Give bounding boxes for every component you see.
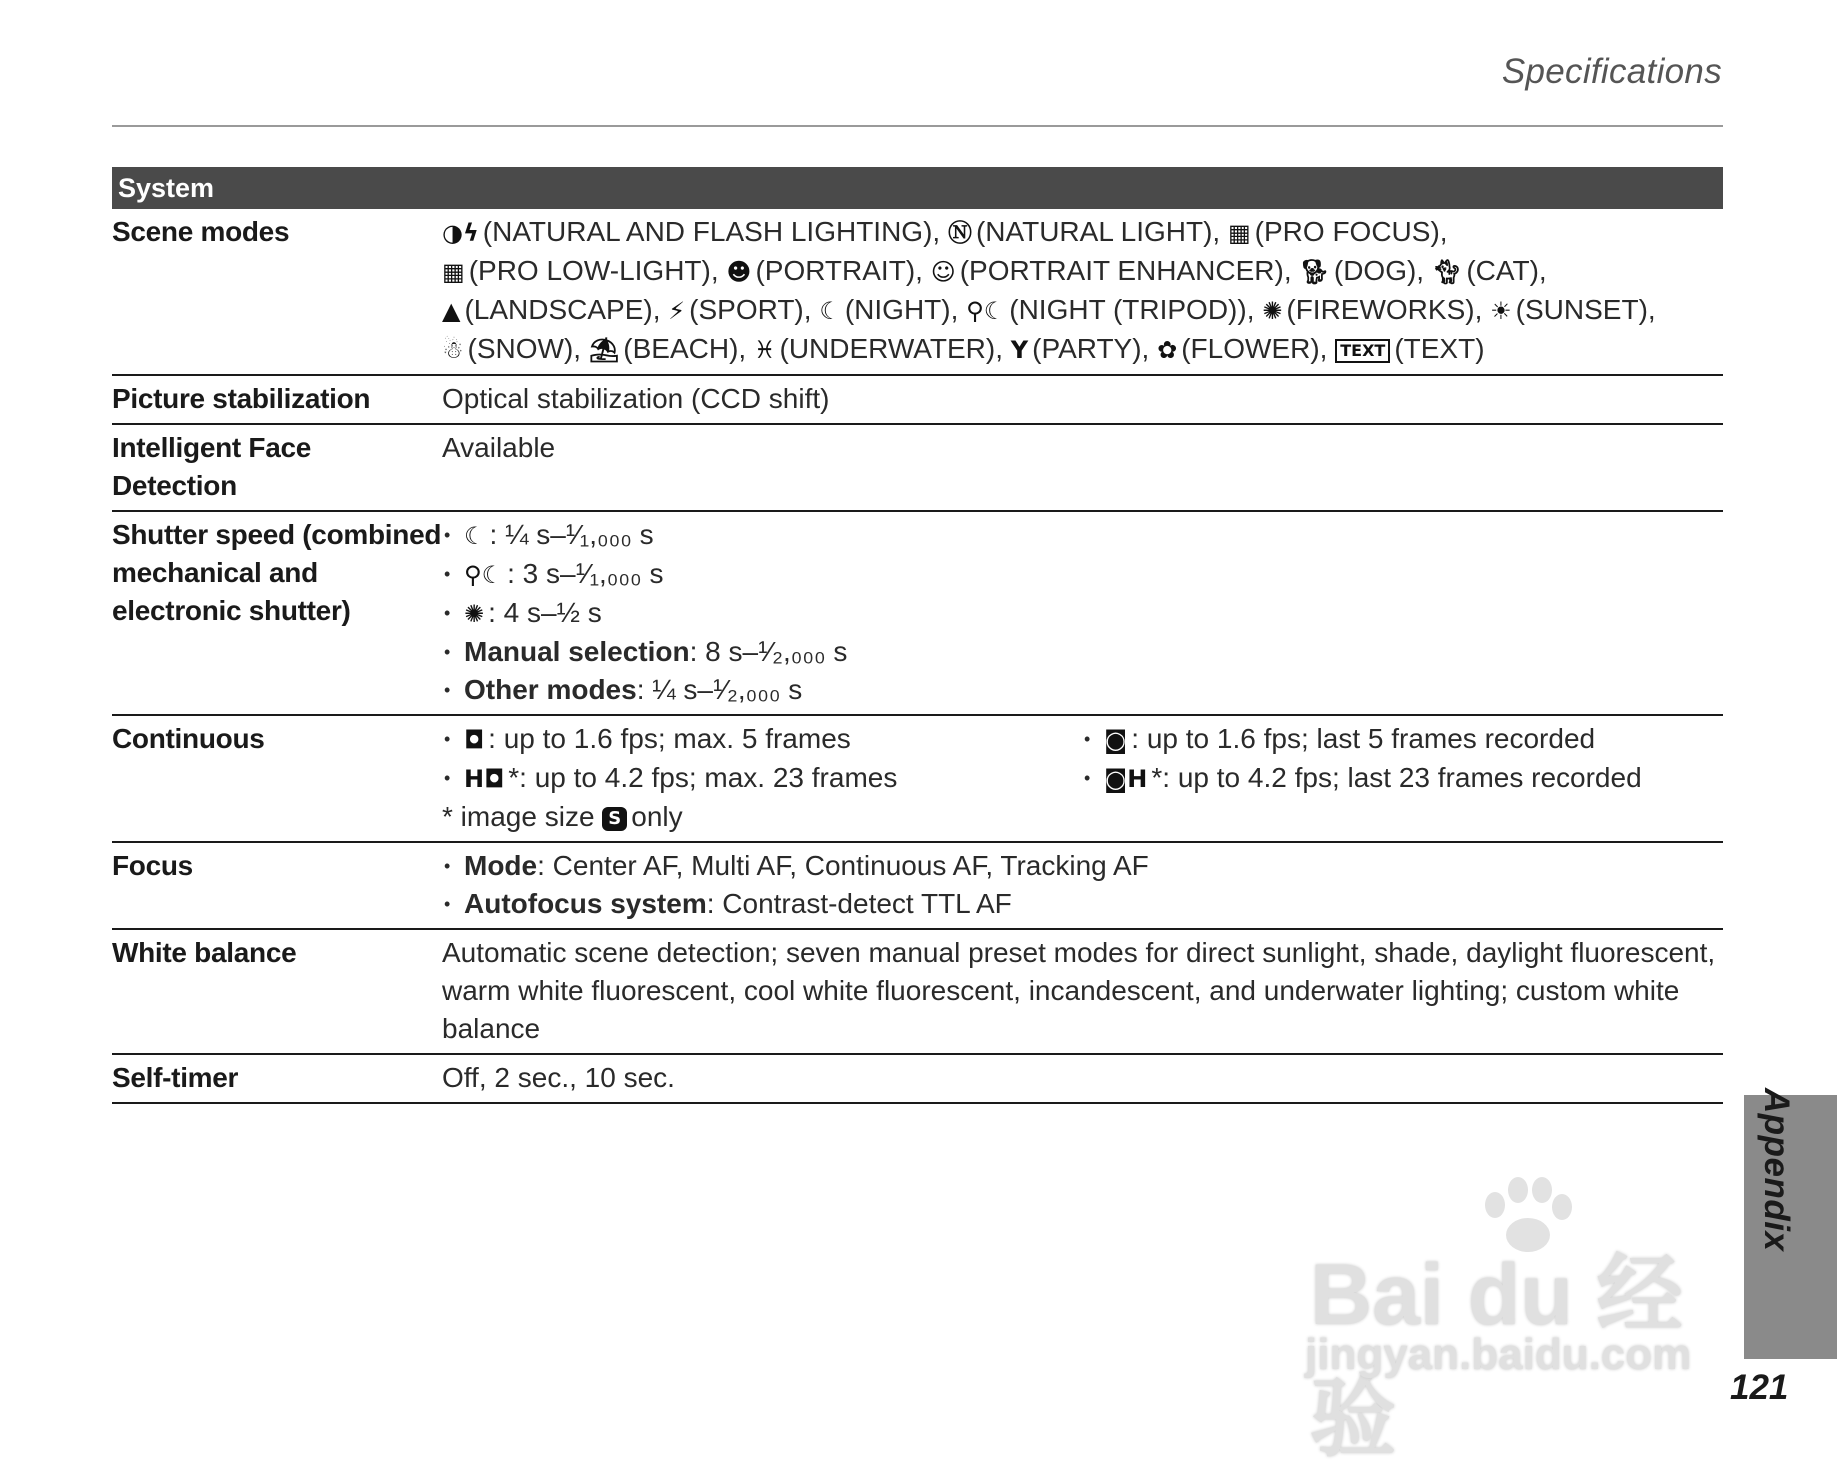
- pro-focus-icon: ▦: [1227, 219, 1251, 247]
- spec-row-self-timer: [112, 1054, 1723, 1103]
- bullet-text: : 3 s–¹⁄₁,₀₀₀ s: [507, 558, 664, 589]
- bullet-item: [442, 516, 1723, 555]
- spec-row-focus: [112, 842, 1723, 929]
- portrait-icon: ☻: [726, 258, 752, 286]
- scene-text: (SUNSET),: [1515, 294, 1656, 325]
- scene-text: (UNDERWATER),: [779, 333, 1003, 364]
- sunset-icon: ☀: [1490, 297, 1512, 325]
- scene-text: (FLOWER),: [1181, 333, 1328, 364]
- scene-text: (PRO LOW-LIGHT),: [468, 255, 719, 286]
- appendix-tab-label: Appendix: [1757, 1088, 1796, 1252]
- bullet-text: : up to 1.6 fps; last 5 frames recorded: [1131, 723, 1596, 754]
- spec-value: [442, 842, 1723, 929]
- bullet-item: [442, 633, 1723, 671]
- spec-label: Continuous: [112, 715, 442, 842]
- spec-label: White balance: [112, 929, 442, 1054]
- spec-row-continuous: [112, 715, 1723, 842]
- burst-high-icon: H◘: [464, 765, 505, 793]
- spec-table: [112, 167, 1723, 1104]
- natural-flash-icon: ◑ϟ: [442, 219, 479, 247]
- bullet-term: Autofocus system: [464, 888, 707, 919]
- spec-label: Intelligent Face Detection: [112, 424, 442, 511]
- scene-text: (PORTRAIT ENHANCER),: [959, 255, 1292, 286]
- spec-value: Off, 2 sec., 10 sec.: [442, 1054, 1723, 1103]
- pro-low-light-icon: ▦: [442, 258, 465, 286]
- text-mode-icon: TEXT: [1335, 339, 1390, 363]
- continuous-left-column: [442, 720, 1082, 798]
- spec-value: [442, 715, 1723, 842]
- fireworks-icon: ✺: [1262, 297, 1283, 325]
- scene-text: (TEXT): [1394, 333, 1485, 364]
- section-title: System: [112, 167, 1723, 209]
- spec-value: Optical stabilization (CCD shift): [442, 375, 1723, 424]
- sport-icon: ⚡︎: [668, 297, 686, 325]
- spec-value: Available: [442, 424, 1723, 511]
- note-text: * image size: [442, 801, 595, 832]
- dog-icon: 🐕︎: [1299, 258, 1330, 286]
- bullet-term: Mode: [464, 850, 538, 881]
- night-tripod-icon: ⚲☾: [464, 561, 504, 589]
- image-size-s-icon: S: [602, 807, 627, 831]
- spec-label: Scene modes: [112, 209, 442, 375]
- scene-text: (PARTY),: [1032, 333, 1150, 364]
- spec-value: [442, 209, 1723, 375]
- bullet-text: *: up to 4.2 fps; max. 23 frames: [508, 762, 898, 793]
- scene-text: (LANDSCAPE),: [464, 294, 661, 325]
- portrait-enhancer-icon: ☺: [930, 258, 956, 286]
- baidu-watermark: [1300, 1175, 1740, 1467]
- spec-label: Focus: [112, 842, 442, 929]
- continuous-note: [442, 798, 1723, 836]
- page-number: 121: [1730, 1368, 1789, 1407]
- scene-line: [442, 252, 1723, 291]
- spec-value: Automatic scene detection; seven manual preset modes for direct sunlight, shade, daylight fluorescent, warm white fluorescent, cool white fluorescent, incandescent, and underwater lighting; custom white balance: [442, 929, 1723, 1054]
- spec-label: Self-timer: [112, 1054, 442, 1103]
- bullet-text: *: up to 4.2 fps; last 23 frames recorded: [1151, 762, 1642, 793]
- natural-light-icon: Ⓝ: [947, 219, 972, 247]
- spec-row-stabilization: [112, 375, 1723, 424]
- spec-row-shutter-speed: [112, 511, 1723, 715]
- scene-text: (SNOW),: [467, 333, 582, 364]
- last-frames-high-icon: ◙H: [1104, 765, 1148, 793]
- bullet-item: [442, 885, 1723, 923]
- header-divider: [112, 125, 1723, 127]
- fireworks-icon: ✺: [464, 600, 485, 628]
- burst-icon: ◘: [464, 726, 485, 754]
- bullet-term: Other modes: [464, 674, 637, 705]
- bullet-item: [1082, 720, 1723, 759]
- underwater-icon: ♓︎: [753, 336, 776, 364]
- bullet-item: [1082, 759, 1723, 798]
- beach-icon: ⛱: [588, 336, 620, 364]
- scene-line: [442, 291, 1723, 330]
- bullet-text: : 4 s–½ s: [488, 597, 602, 628]
- scene-text: (SPORT),: [689, 294, 812, 325]
- note-text: only: [631, 801, 683, 832]
- bullet-item: [442, 594, 1723, 633]
- bullet-text: : Contrast-detect TTL AF: [706, 888, 1012, 919]
- spec-row-scene-modes: [112, 209, 1723, 375]
- bullet-term: Manual selection: [464, 636, 690, 667]
- bullet-text: : ¼ s–¹⁄₁,₀₀₀ s: [489, 519, 654, 550]
- bullet-item: [442, 847, 1723, 885]
- scene-line: [442, 330, 1723, 369]
- snow-icon: ☃: [442, 336, 464, 364]
- scene-text: (NATURAL AND FLASH LIGHTING),: [482, 216, 941, 247]
- scene-text: (DOG),: [1333, 255, 1425, 286]
- watermark-brand: Bai du 经验: [1310, 1247, 1683, 1467]
- watermark-url: jingyan.baidu.com: [1305, 1330, 1692, 1379]
- scene-line: [442, 213, 1723, 252]
- party-icon: Y: [1010, 336, 1029, 364]
- last-frames-icon: ◙: [1104, 726, 1128, 754]
- scene-text: (NIGHT (TRIPOD)),: [1009, 294, 1255, 325]
- night-icon: ☾: [464, 522, 486, 550]
- spec-value: [442, 511, 1723, 715]
- flower-icon: ✿: [1157, 336, 1178, 364]
- scene-text: (PORTRAIT),: [755, 255, 923, 286]
- scene-text: (BEACH),: [623, 333, 747, 364]
- bullet-item: [442, 720, 1082, 759]
- continuous-right-column: [1082, 720, 1723, 798]
- bullet-item: [442, 671, 1723, 709]
- spec-label: Picture stabilization: [112, 375, 442, 424]
- bullet-text: : ¼ s–¹⁄₂,₀₀₀ s: [636, 674, 803, 705]
- bullet-text: : 8 s–¹⁄₂,₀₀₀ s: [689, 636, 848, 667]
- bullet-item: [442, 555, 1723, 594]
- scene-text: (FIREWORKS),: [1286, 294, 1483, 325]
- scene-text: (NIGHT),: [844, 294, 959, 325]
- night-tripod-icon: ⚲☾: [966, 297, 1006, 325]
- night-icon: ☾: [819, 297, 841, 325]
- continuous-columns: [442, 720, 1723, 798]
- landscape-icon: ▲: [442, 297, 461, 325]
- running-header-title: Specifications: [1501, 52, 1722, 91]
- scene-text: (NATURAL LIGHT),: [975, 216, 1221, 247]
- spec-row-white-balance: [112, 929, 1723, 1054]
- section-header-row: [112, 167, 1723, 209]
- bullet-text: : up to 1.6 fps; max. 5 frames: [488, 723, 851, 754]
- scene-text: (CAT),: [1466, 255, 1547, 286]
- scene-text: (PRO FOCUS),: [1254, 216, 1448, 247]
- cat-icon: 🐈︎: [1431, 258, 1463, 286]
- bullet-item: [442, 759, 1082, 798]
- spec-label: Shutter speed (combined mechanical and electronic shutter): [112, 511, 442, 715]
- bullet-text: : Center AF, Multi AF, Continuous AF, Tracking AF: [537, 850, 1149, 881]
- spec-row-face-detection: [112, 424, 1723, 511]
